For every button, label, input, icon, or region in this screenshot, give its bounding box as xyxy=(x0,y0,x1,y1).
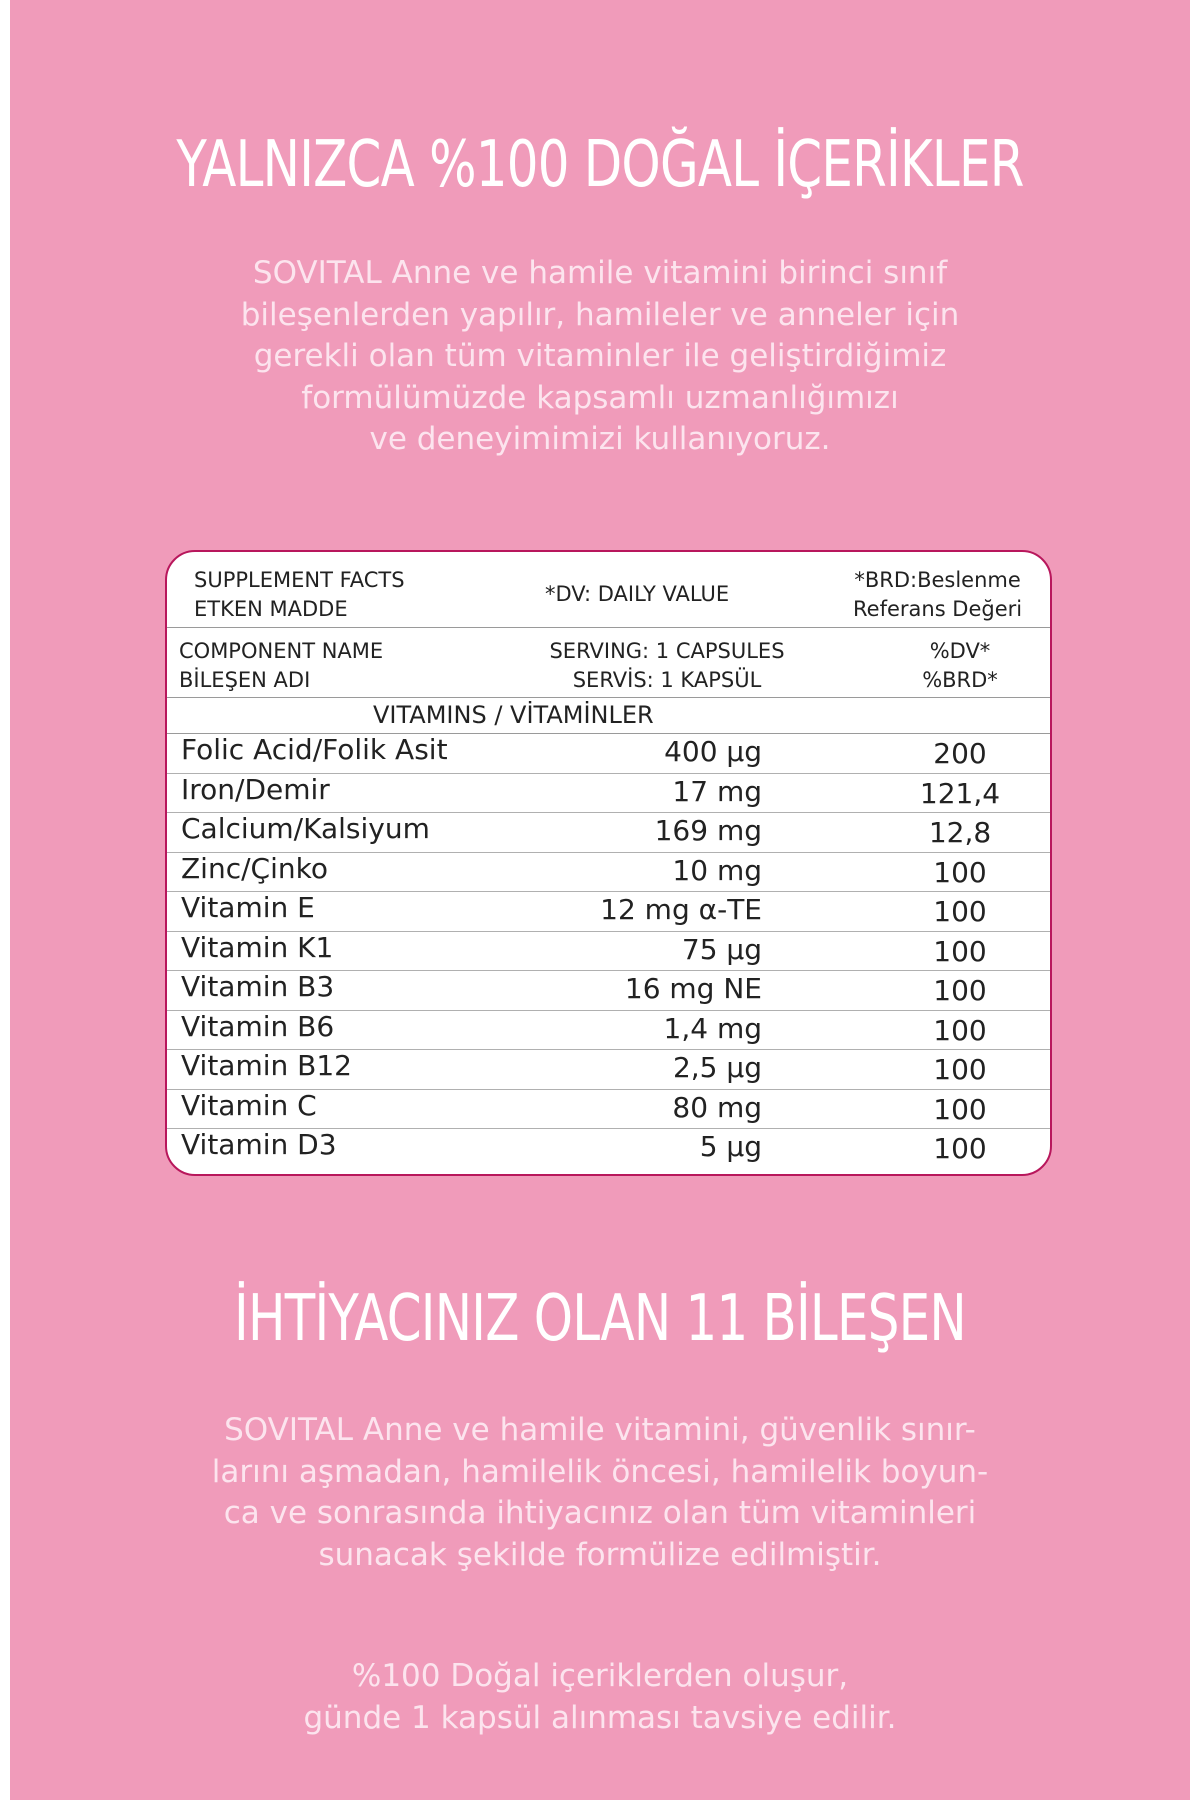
nutrient-row xyxy=(167,812,1050,853)
nutrient-amount: 80 mg xyxy=(672,1090,762,1124)
facts-subheader xyxy=(167,627,1050,698)
subheader-col1-line2: BİLEŞEN ADI xyxy=(179,668,311,692)
dv-legend: *DV: DAILY VALUE xyxy=(545,582,730,606)
nutrient-name: Vitamin D3 xyxy=(181,1128,337,1161)
paragraph-line: sunacak şekilde formülize edilmiştir. xyxy=(318,1536,882,1573)
nutrient-row xyxy=(167,1010,1050,1051)
nutrient-row xyxy=(167,852,1050,893)
nutrient-name: Vitamin E xyxy=(181,891,315,924)
note-line: %100 Doğal içeriklerden oluşur, xyxy=(351,1658,849,1694)
paragraph-line: SOVITAL Anne ve hamile vitamini, güvenlik sınır- xyxy=(224,1412,976,1448)
vitamins-section-label: VITAMINS / VİTAMİNLER xyxy=(373,701,654,729)
nutrient-row xyxy=(167,970,1050,1011)
paragraph-line: ca ve sonrasında ihtiyacınız olan tüm vitaminleri xyxy=(223,1495,977,1531)
subheader-col1-line1: COMPONENT NAME xyxy=(179,639,384,663)
paragraph-line: SOVITAL Anne ve hamile vitamini birinci sınıf xyxy=(252,255,948,291)
note-line: günde 1 kapsül alınması tavsiye edilir. xyxy=(303,1699,897,1736)
paragraph-line: formülümüzde kapsamlı uzmanlığımızı xyxy=(301,379,899,416)
facts-title xyxy=(194,566,405,624)
nutrient-amount: 1,4 mg xyxy=(663,1011,762,1045)
nutrient-row xyxy=(167,1089,1050,1130)
supplement-facts-table xyxy=(165,550,1052,1176)
nutrient-dv: 200 xyxy=(933,737,987,770)
paragraph-line: gerekli olan tüm vitaminler ile geliştirdiğimiz xyxy=(253,338,947,374)
usage-note xyxy=(10,1656,1190,1739)
nutrient-row xyxy=(167,1128,1050,1168)
nutrient-dv: 100 xyxy=(933,974,987,1007)
facts-header xyxy=(167,552,1050,628)
nutrient-name: Zinc/Çinko xyxy=(181,851,328,885)
nutrient-amount: 2,5 µg xyxy=(672,1051,762,1084)
nutrient-amount: 5 µg xyxy=(699,1130,762,1163)
paragraph-line: ve deneyimimizi kullanıyoruz. xyxy=(369,421,831,457)
nutrient-dv: 100 xyxy=(933,1013,987,1047)
nutrient-name: Vitamin K1 xyxy=(181,930,334,964)
nutrient-row xyxy=(167,733,1050,774)
subheader-col3-line2: %BRD* xyxy=(922,668,998,692)
nutrient-name: Calcium/Kalsiyum xyxy=(181,812,430,845)
nutrient-amount: 16 mg NE xyxy=(624,972,762,1005)
dv-header xyxy=(920,637,1000,695)
nutrient-row xyxy=(167,891,1050,932)
nutrient-row xyxy=(167,931,1050,972)
nutrient-name: Vitamin C xyxy=(181,1088,317,1122)
nutrient-name: Vitamin B3 xyxy=(181,970,335,1003)
nutrient-row xyxy=(167,1049,1050,1090)
section2-title: İHTİYACINIZ OLAN 11 BİLEŞEN xyxy=(234,1282,966,1356)
nutrient-dv: 100 xyxy=(933,1053,987,1086)
nutrient-name: Iron/Demir xyxy=(181,772,330,806)
paragraph-line: larını aşmadan, hamilelik öncesi, hamilelik boyun- xyxy=(211,1453,989,1490)
section2-paragraph xyxy=(10,1410,1190,1576)
section1-paragraph xyxy=(10,253,1190,461)
nutrient-dv: 121,4 xyxy=(919,776,1001,810)
nutrient-amount: 400 µg xyxy=(664,735,762,768)
nutrient-name: Vitamin B6 xyxy=(181,1009,335,1043)
nutrient-dv: 12,8 xyxy=(928,816,992,849)
header-col1-line1: SUPPLEMENT FACTS xyxy=(194,568,405,592)
nutrient-row xyxy=(167,773,1050,814)
subheader-col2-line1: SERVING: 1 CAPSULES xyxy=(549,639,785,663)
nutrient-name: Folic Acid/Folik Asit xyxy=(181,733,448,766)
nutrient-dv: 100 xyxy=(933,855,987,889)
nutrient-amount: 12 mg α-TE xyxy=(600,893,762,926)
subheader-col3-line1: %DV* xyxy=(929,639,991,663)
nutrient-name: Vitamin B12 xyxy=(181,1049,352,1082)
component-name-header xyxy=(179,637,383,695)
nutrient-amount: 17 mg xyxy=(672,774,762,808)
header-col3-line2: Referans Değeri xyxy=(853,597,1023,621)
nutrient-dv: 100 xyxy=(933,895,987,928)
serving-header xyxy=(532,637,802,695)
product-info-panel xyxy=(10,0,1190,1800)
nutrient-dv: 100 xyxy=(933,1132,987,1165)
header-col3-line1: *BRD:Beslenme xyxy=(854,568,1021,592)
nutrient-amount: 169 mg xyxy=(654,814,762,847)
subheader-col2-line2: SERVİS: 1 KAPSÜL xyxy=(572,668,762,692)
paragraph-line: bileşenlerden yapılır, hamileler ve anneler için xyxy=(240,296,960,333)
nutrient-dv: 100 xyxy=(933,1092,987,1126)
header-col1-line2: ETKEN MADDE xyxy=(194,597,348,621)
section1-title: YALNIZCA %100 DOĞAL İÇERİKLER xyxy=(176,128,1024,202)
brd-legend xyxy=(853,566,1022,624)
nutrient-amount: 75 µg xyxy=(681,932,762,966)
nutrient-dv: 100 xyxy=(933,934,987,968)
nutrient-amount: 10 mg xyxy=(672,853,762,887)
vitamins-section-row xyxy=(167,697,1050,734)
